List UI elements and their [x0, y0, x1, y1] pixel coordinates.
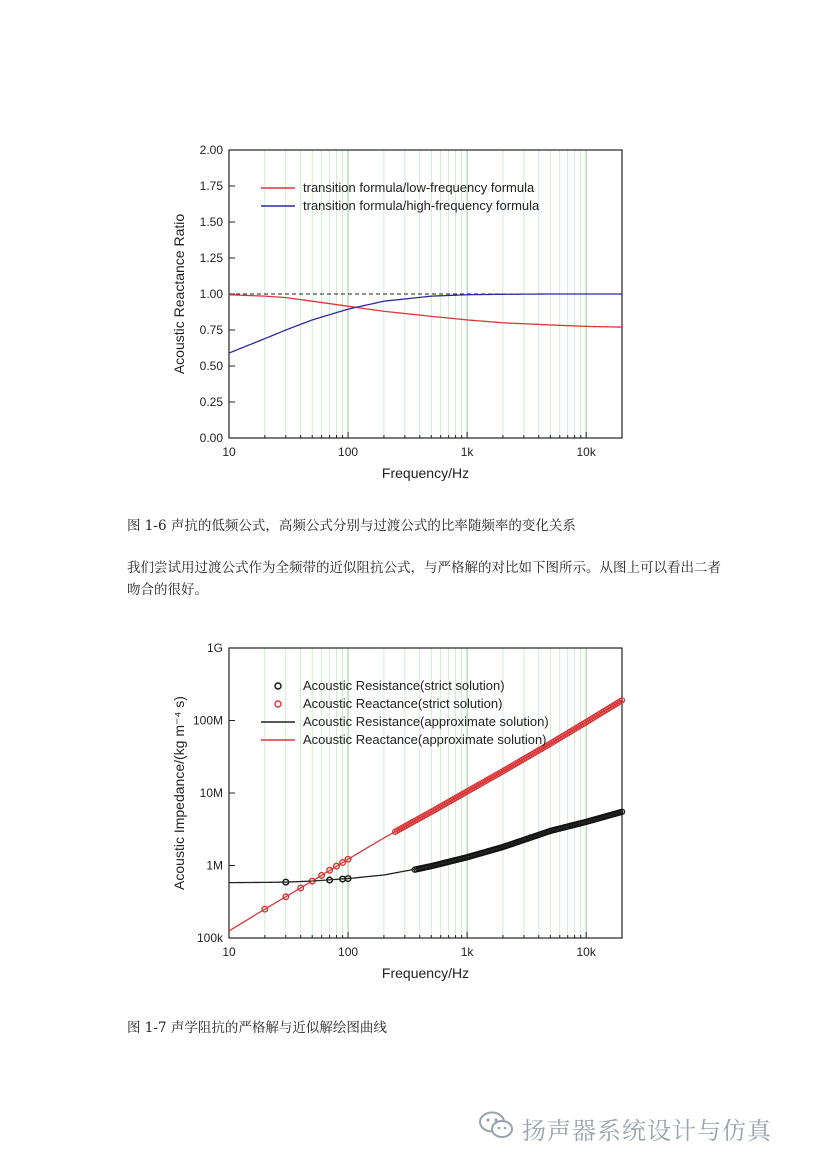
- legend-entry: Acoustic Reactance(strict solution): [303, 696, 503, 711]
- x-tick-label: 10: [222, 445, 236, 459]
- legend-entry: Acoustic Resistance(approximate solution): [303, 714, 549, 729]
- legend-entry: transition formula/high-frequency formula: [303, 198, 540, 213]
- x-tick-label: 1k: [460, 945, 474, 959]
- wechat-icon: [478, 1110, 514, 1146]
- figure-caption-1-6: 图 1-6 声抗的低频公式，高频公式分别与过渡公式的比率随频率的变化关系: [127, 518, 576, 534]
- y-tick-label: 0.75: [199, 323, 223, 337]
- chart-acoustic-impedance: [0, 620, 826, 1000]
- y-tick-label: 1M: [206, 858, 223, 873]
- y-tick-label: 1.50: [199, 215, 223, 229]
- figure-caption-1-7: 图 1-7 声学阻抗的严格解与近似解绘图曲线: [127, 1020, 387, 1036]
- y-tick-label: 0.00: [199, 431, 223, 445]
- legend-entry: Acoustic Reactance(approximate solution): [303, 732, 547, 747]
- y-tick-label: 0.50: [199, 359, 223, 373]
- x-tick-label: 10k: [576, 945, 596, 959]
- series-line: [229, 295, 622, 327]
- legend-marker: [275, 701, 281, 707]
- x-axis-label: Frequency/Hz: [381, 465, 470, 481]
- y-tick-label: 100k: [196, 931, 223, 945]
- y-tick-label: 100M: [192, 713, 223, 728]
- x-tick-label: 10: [222, 945, 236, 959]
- series-line: [229, 294, 622, 353]
- footer-brand: [478, 1110, 772, 1146]
- body-paragraph: 我们尝试用过渡公式作为全频带的近似阻抗公式，与严格解的对比如下图所示。从图上可以看出二者吻合的很好。: [127, 560, 721, 598]
- y-tick-label: 1.25: [199, 251, 223, 265]
- legend-entry: transition formula/low-frequency formula: [303, 180, 535, 195]
- footer-brand-text: 扬声器系统设计与仿真: [522, 1116, 772, 1145]
- series-line: [229, 812, 622, 883]
- x-tick-label: 10k: [576, 445, 596, 459]
- x-tick-label: 1k: [460, 445, 474, 459]
- legend-entry: Acoustic Resistance(strict solution): [303, 678, 505, 693]
- x-tick-label: 100: [338, 945, 359, 959]
- y-tick-label: 10M: [199, 786, 223, 800]
- y-axis-label: Acoustic Reactance Ratio: [171, 213, 187, 375]
- legend-marker: [275, 683, 281, 689]
- y-tick-label: 2.00: [199, 143, 223, 157]
- y-tick-label: 0.25: [199, 395, 223, 409]
- x-tick-label: 100: [338, 445, 359, 459]
- y-tick-label: 1.00: [199, 287, 223, 301]
- y-axis-label: Acoustic Impedance/(kg m⁻⁴ s): [171, 696, 187, 890]
- y-tick-label: 1G: [206, 641, 223, 655]
- x-axis-label: Frequency/Hz: [381, 965, 470, 981]
- chart-reactance-ratio: [0, 0, 826, 500]
- y-tick-label: 1.75: [199, 179, 223, 193]
